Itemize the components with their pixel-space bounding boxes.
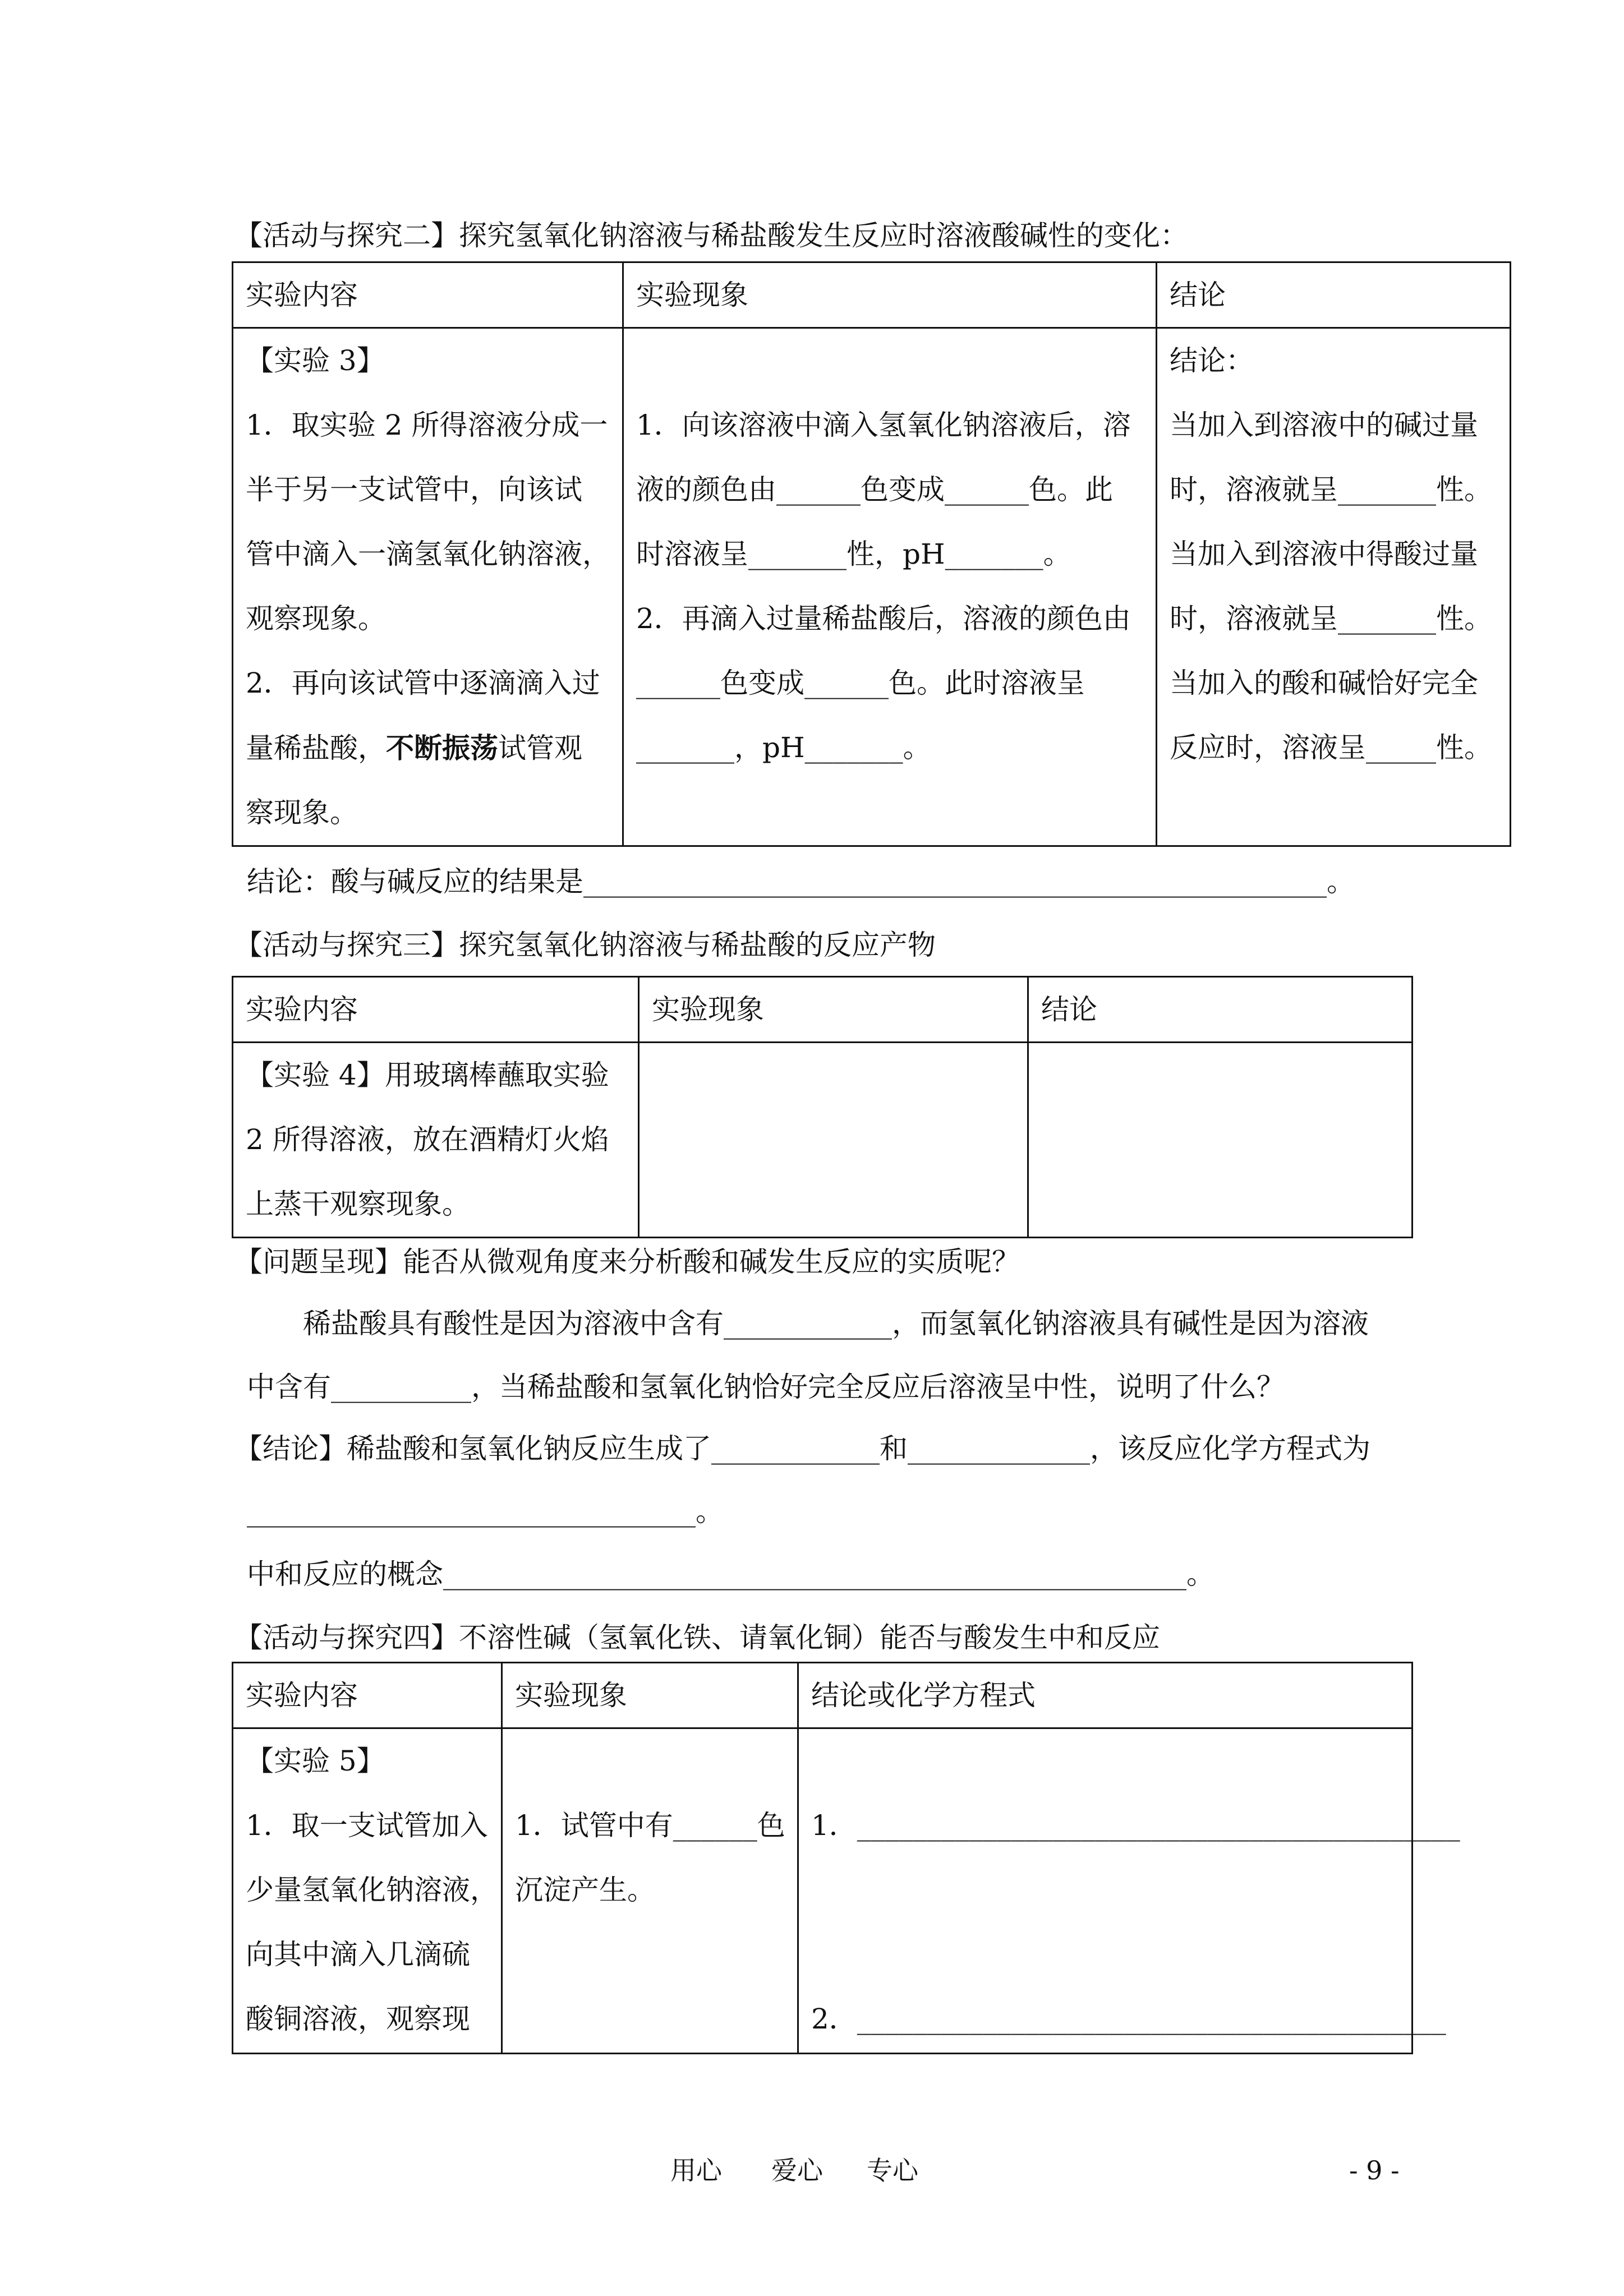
- header-phenomenon: 实验现象: [502, 1663, 798, 1728]
- cell-line: 时，溶液就呈_______性。: [1170, 602, 1492, 635]
- section3-title: 【活动与探究三】探究氢氧化钠溶液与稀盐酸的反应产物: [234, 929, 936, 961]
- cell-line: 当加入到溶液中的碱过量: [1170, 409, 1478, 441]
- cell-line: 沉淀产生。: [515, 1874, 655, 1906]
- section2-title: 【活动与探究二】探究氢氧化钠溶液与稀盐酸发生反应时溶液酸碱性的变化：: [234, 219, 1188, 252]
- section4-title: 【活动与探究四】不溶性碱（氢氧化铁、请氧化铜）能否与酸发生中和反应: [234, 1621, 1160, 1654]
- experiment3-phenomenon: [623, 328, 1157, 846]
- footer-motto-1: 用心: [670, 2155, 722, 2186]
- table-row: [233, 328, 1511, 846]
- section2-conclusion: 结论：酸与碱反应的结果是_____________________________________________________。: [247, 865, 1355, 898]
- cell-line: [811, 1922, 1399, 1987]
- cell-line: 向其中滴入几滴硫: [246, 1938, 470, 1971]
- cell-line: 当加入到溶液中得酸过量: [1170, 538, 1478, 570]
- neutralization-concept: 中和反应的概念_____________________________________________________。: [247, 1558, 1214, 1590]
- cell-line: 2．再向该试管中逐滴滴入过: [246, 667, 600, 699]
- header-phenomenon: 实验现象: [623, 262, 1157, 328]
- footer-motto-2: 爱心: [771, 2155, 823, 2186]
- cell-line: 2 所得溶液，放在酒精灯火焰: [246, 1123, 609, 1156]
- cell-line: 结论：: [1170, 344, 1254, 377]
- cell-line: 1．取一支试管加入: [246, 1809, 488, 1842]
- header-conclusion: 结论: [1028, 977, 1413, 1043]
- cell-line: 1．向该溶液中滴入氢氧化钠溶液后，溶: [636, 409, 1131, 441]
- table-header-row: [233, 262, 1511, 328]
- cell-line: 少量氢氧化钠溶液，: [246, 1874, 498, 1906]
- table-activity-3: [232, 976, 1413, 1238]
- text-span: 量稀盐酸，: [246, 732, 386, 764]
- cell-line: 观察现象。: [246, 602, 386, 635]
- cell-line: 时溶液呈_______性，pH_______。: [636, 538, 1071, 570]
- table-header-row: [233, 1663, 1413, 1728]
- cell-line: 当加入的酸和碱恰好完全: [1170, 667, 1478, 699]
- experiment5-equations: [798, 1728, 1460, 2054]
- cell-line: [515, 1729, 785, 1794]
- equation-line-1: 1．___________________________________________: [811, 1809, 1460, 1842]
- problem-text-1: 稀盐酸具有酸性是因为溶液中含有____________，而氢氧化钠溶液具有碱性是因为溶液: [303, 1307, 1369, 1340]
- cell-line: 时，溶液就呈_______性。: [1170, 473, 1492, 506]
- text-span: 试管观: [498, 732, 582, 764]
- cell-line: 管中滴入一滴氢氧化钠溶液，: [246, 538, 610, 570]
- cell-line: 1．试管中有______色: [515, 1809, 785, 1842]
- cell-line: [811, 1858, 1399, 1922]
- cell-line: [246, 716, 610, 781]
- cell-line: 察现象。: [246, 796, 358, 829]
- table-row: [233, 1043, 1413, 1238]
- cell-line: [811, 1729, 1399, 1794]
- cell-line: 2．再滴入过量稀盐酸后，溶液的颜色由: [636, 602, 1131, 635]
- equation-blank: ________________________________。: [247, 1495, 724, 1528]
- problem-text-2: 中含有__________，当稀盐酸和氢氧化钠恰好完全反应后溶液呈中性，说明了什么？: [247, 1371, 1285, 1403]
- header-conclusion: 结论: [1157, 262, 1511, 328]
- table-activity-4: [232, 1662, 1460, 2054]
- cell-line: 【实验 3】: [246, 344, 385, 377]
- header-content: 实验内容: [233, 262, 623, 328]
- experiment4-phenomenon: [639, 1043, 1028, 1238]
- cell-line: [636, 329, 1143, 393]
- problem-title: 【问题呈现】能否从微观角度来分析酸和碱发生反应的实质呢？: [234, 1246, 1020, 1278]
- header-content: 实验内容: [233, 1663, 502, 1728]
- cell-line: 1．取实验 2 所得溶液分成一: [246, 409, 608, 441]
- header-content: 实验内容: [233, 977, 639, 1043]
- experiment5-content: [233, 1728, 502, 2054]
- table-header-row: [233, 977, 1413, 1043]
- page-number: - 9 -: [1349, 2155, 1400, 2186]
- cell-line: ______色变成______色。此时溶液呈: [636, 667, 1085, 699]
- equation-line-2: 2．__________________________________________: [811, 2003, 1446, 2035]
- cell-line: _______，pH_______。: [636, 731, 931, 764]
- cell-line: 液的颜色由______色变成______色。此: [636, 473, 1113, 506]
- footer-motto-3: 专心: [867, 2155, 918, 2186]
- table-activity-2: [232, 261, 1511, 847]
- experiment3-content: [233, 328, 623, 846]
- problem-conclusion: 【结论】稀盐酸和氢氧化钠反应生成了____________和_____________，该反应化学方程式为: [234, 1432, 1370, 1465]
- table-row: [233, 1728, 1413, 2054]
- cell-line: 反应时，溶液呈_____性。: [1170, 731, 1492, 764]
- experiment4-conclusion: [1028, 1043, 1413, 1238]
- cell-line: 上蒸干观察现象。: [246, 1188, 470, 1220]
- header-conclusion: 结论或化学方程式: [798, 1663, 1413, 1728]
- cell-line: 半于另一支试管中，向该试: [246, 473, 582, 506]
- experiment4-content: [233, 1043, 639, 1238]
- cell-line: 酸铜溶液，观察现: [246, 2003, 470, 2035]
- cell-line: 【实验 4】用玻璃棒蘸取实验: [246, 1059, 609, 1091]
- cell-line: 【实验 5】: [246, 1745, 385, 1777]
- experiment3-conclusion: [1157, 328, 1511, 846]
- header-phenomenon: 实验现象: [639, 977, 1028, 1043]
- bold-text: 不断振荡: [386, 731, 498, 764]
- experiment5-phenomenon: [502, 1728, 798, 2054]
